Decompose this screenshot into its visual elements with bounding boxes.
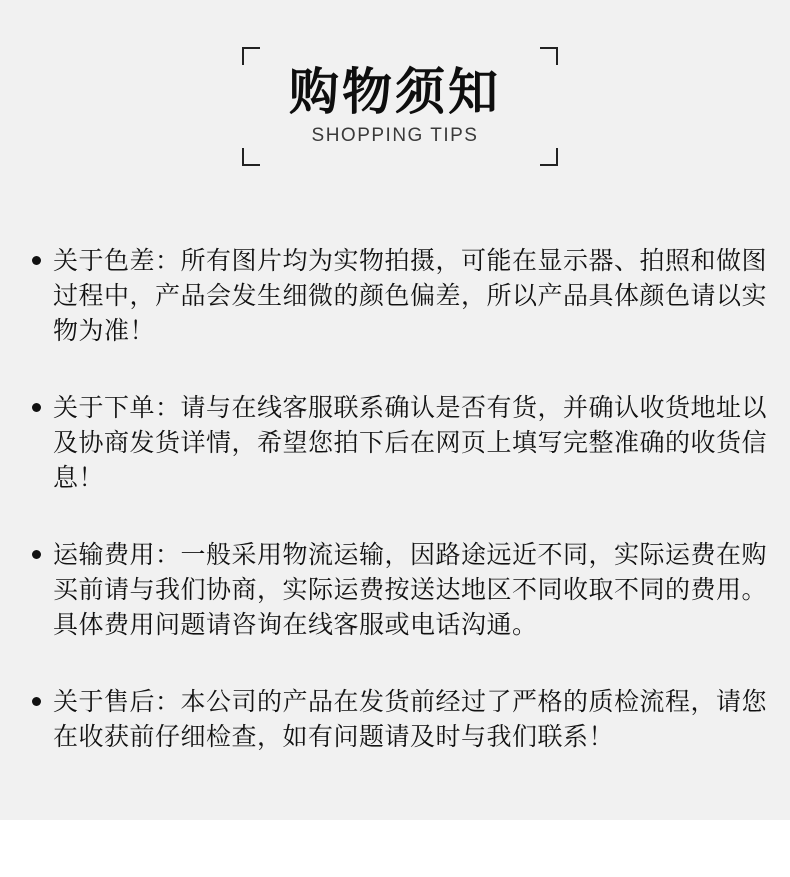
tip-item-ordering bbox=[30, 390, 780, 495]
tips-list bbox=[30, 243, 780, 754]
page-subtitle: SHOPPING TIPS bbox=[311, 125, 479, 146]
bullet-dot-icon bbox=[32, 256, 41, 265]
tip-item-shipping-cost bbox=[30, 537, 780, 642]
corner-bracket-bottom-left bbox=[242, 148, 260, 166]
bullet-dot-icon bbox=[32, 697, 41, 706]
tip-text: 关于色差：所有图片均为实物拍摄，可能在显示器、拍照和做图过程中，产品会发生细微的颜色偏差，所以产品具体颜色请以实物为准！ bbox=[53, 246, 768, 345]
tip-text: 关于下单：请与在线客服联系确认是否有货，并确认收货地址以及协商发货详情，希望您拍下后在网页上填写完整准确的收货信息！ bbox=[53, 393, 768, 492]
page-title: 购物须知 bbox=[289, 63, 501, 121]
bullet-dot-icon bbox=[32, 403, 41, 412]
corner-bracket-bottom-right bbox=[540, 148, 558, 166]
tip-text: 关于售后：本公司的产品在发货前经过了严格的质检流程，请您在收获前仔细检查，如有问题请及时与我们联系！ bbox=[53, 687, 768, 751]
tip-item-after-sales bbox=[30, 684, 780, 754]
bullet-dot-icon bbox=[32, 550, 41, 559]
tip-text: 运输费用：一般采用物流运输，因路途远近不同，实际运费在购买前请与我们协商，实际运费按送达地区不同收取不同的费用。具体费用问题请咨询在线客服或电话沟通。 bbox=[53, 540, 768, 639]
bottom-blank-area bbox=[0, 820, 790, 877]
tip-item-color-difference bbox=[30, 243, 780, 348]
